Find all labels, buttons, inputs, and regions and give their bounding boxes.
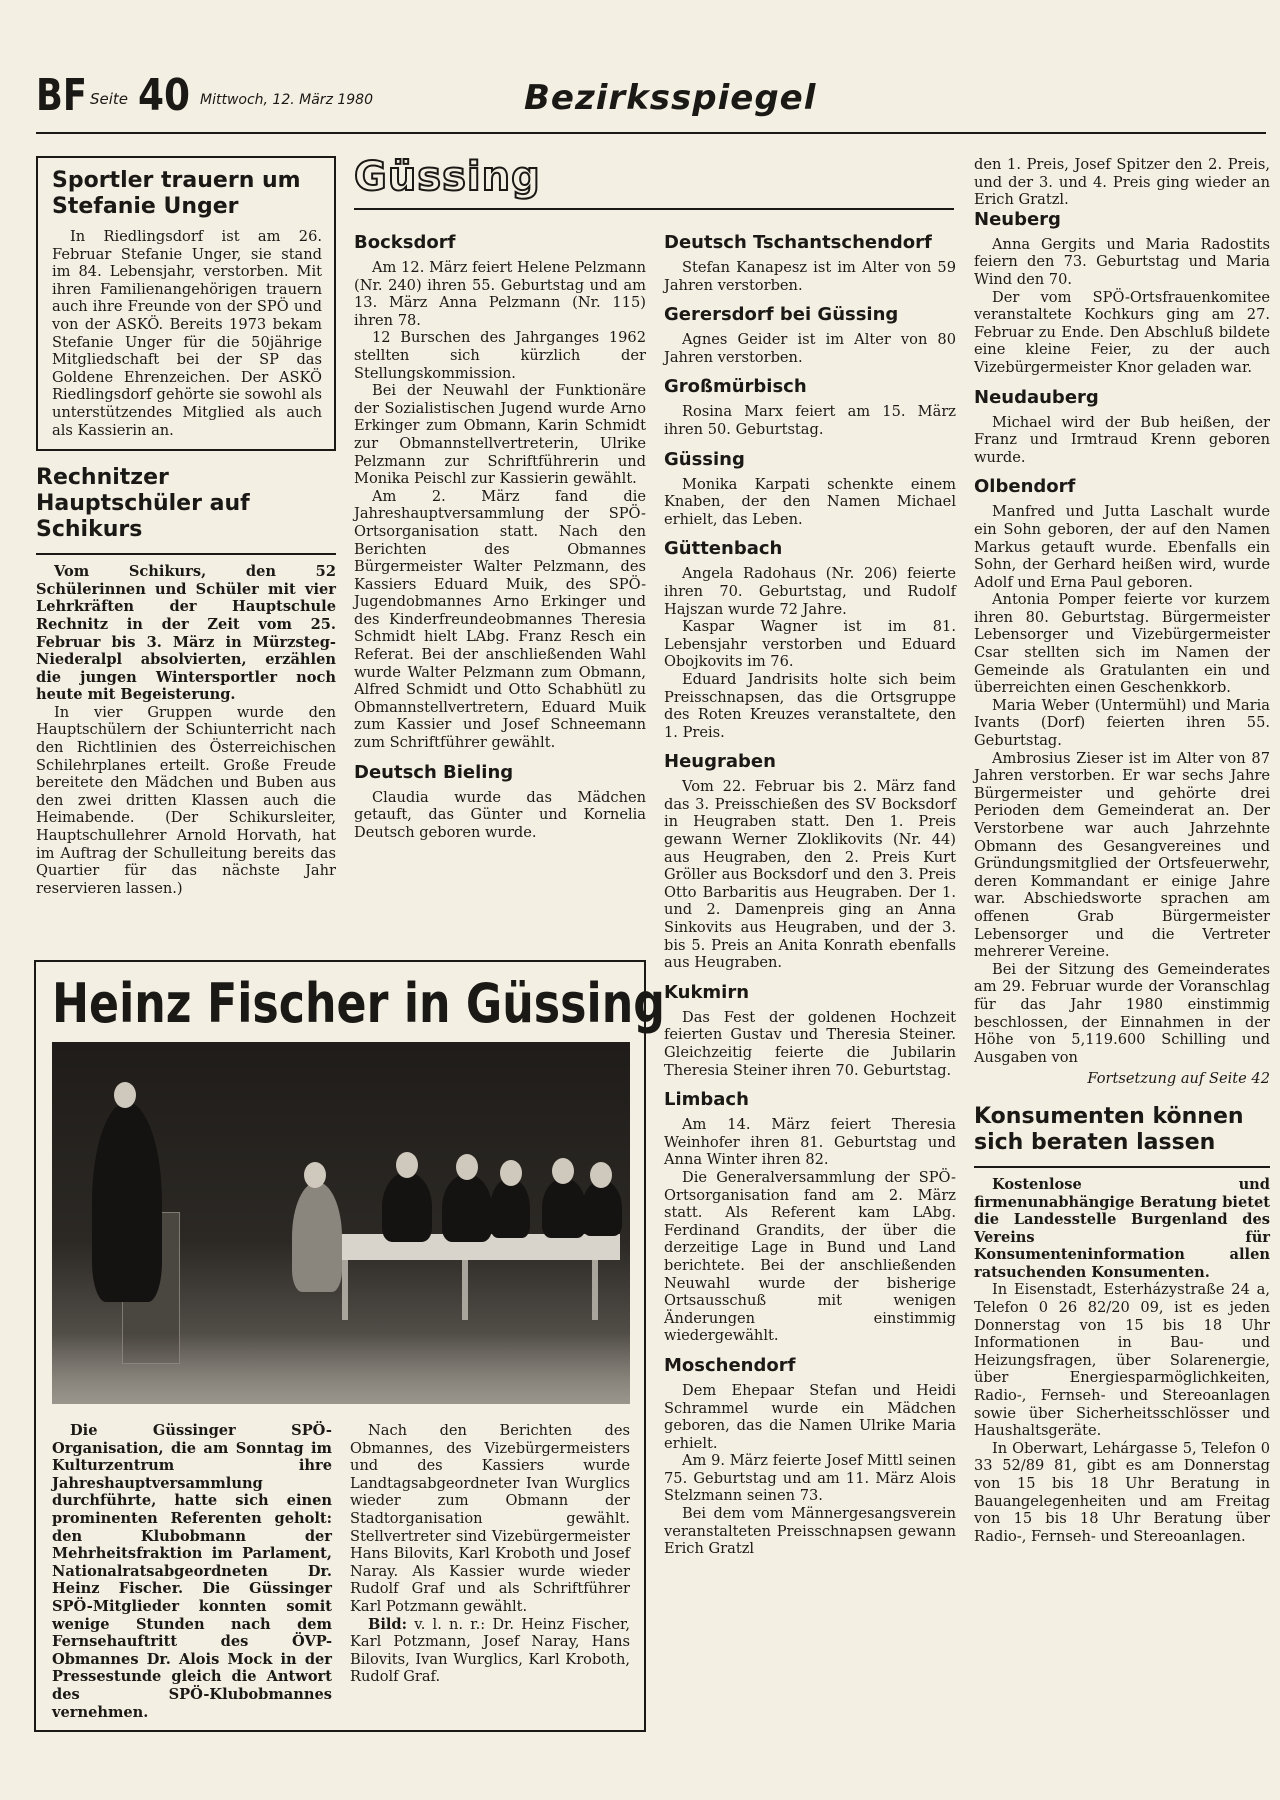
news-paragraph: Rosina Marx feiert am 15. März ihren 50. Geburtstag. [664, 403, 956, 438]
village-heading: Güssing [664, 448, 745, 470]
consumer-oberwart: In Oberwart, Lehárgasse 5, Telefon 0 33 52/89 81, gibt es am Donnerstag von 15 bis 18 Uhr Beratung in Bauangelegenheiten und am Freitag von 15 bis 18 Uhr Beratung über Radio-, Fernseh- und Stereoanlagen. [974, 1439, 1270, 1545]
audience [52, 1334, 630, 1404]
village-heading: Gerersdorf bei Güssing [664, 304, 899, 326]
masthead-title: Güssing [354, 154, 541, 200]
news-paragraph: Am 14. März feiert Theresia Weinhofer ihren 81. Geburtstag und Anna Winter ihren 82. [664, 1116, 956, 1169]
news-paragraph: Dem Ehepaar Stefan und Heidi Schrammel wurde ein Mädchen geboren, das die Namen Ulrike Maria erhielt. [664, 1381, 956, 1452]
village-heading: Kukmirn [664, 981, 750, 1003]
continuation-note: Fortsetzung auf Seite 42 [1087, 1070, 1270, 1088]
photo-caption: v. l. n. r.: Dr. Heinz Fischer, Karl Potzmann, Josef Naray, Hans Bilovits, Ivan Wurglics, Karl Kroboth, Rudolf Graf. [350, 1615, 631, 1686]
news-paragraph: 12 Burschen des Jahrganges 1962 stellten sich kürzlich der Stellungskommission. [354, 329, 646, 382]
feature-body: Nach den Berichten des Obmannes, des Vizebürgermeisters und des Kassiers wurde Landtagsabgeordneter Ivan Wurglics wieder zum Obmann der Stadtorganisation gewählt. Stellvertreter sind Vizebürgermeister Hans Bilovits, Karl Kroboth und Josef Naray. Als Kassier wurde wieder Rudolf Graf und als Schriftführer Karl Potzmann gewählt. [350, 1422, 630, 1615]
news-paragraph: Vom 22. Februar bis 2. März fand das 3. Preisschießen des SV Bocksdorf in Heugraben statt. Den 1. Preis gewann Werner Zloklikovits (Nr. 44) aus Heugraben, den 2. Preis Kurt Gröller aus Bocksdorf und den 3. Preis Otto Barbaritis aus Heugraben. Der 1. und 2. Damenpreis ging an Anna Sinkovits aus Heugraben, und der 3. bis 5. Preis an Anita Konrath ebenfalls aus Heugraben. [664, 778, 956, 972]
section-title: Bezirksspiegel [524, 78, 817, 118]
column-2 [354, 232, 646, 841]
feature-lead-column [52, 1422, 332, 1721]
news-paragraph: Bei der Sitzung des Gemeinderates am 29. Februar wurde der Voranschlag für das Jahr 1980 einstimmig beschlossen, der Einnahmen in der Höhe von 5,119.600 Schilling und Ausgaben von [974, 960, 1270, 1066]
feature-box [34, 960, 665, 1732]
news-paragraph: Maria Weber (Untermühl) und Maria Ivants (Dorf) feierten ihren 55. Geburtstag. [974, 696, 1270, 750]
issue-date: Mittwoch, 12. März 1980 [200, 92, 373, 108]
news-paragraph: Ambrosius Zieser ist im Alter von 87 Jahren verstorben. Er war sechs Jahre Bürgermeister und gehörte drei Perioden dem Gemeinderat an. Der Verstorbene war auch Jahrzehnte Obmann des Gesangvereines und Gründungsmitglied der Ortsfeuerwehr, deren Kommandant er einige Jahre war. Abschiedsworte sprachen am offenen Grab Bürgermeister Lebensorger und die Vertreter mehrerer Vereine. [974, 749, 1270, 961]
village-heading: Deutsch Bieling [354, 761, 514, 783]
column-4-articles [974, 209, 1270, 1067]
village-heading: Neuberg [974, 208, 1061, 230]
schikurs-headline: Rechnitzer Hauptschüler auf Schikurs [36, 465, 250, 543]
consumer-lead: Kostenlose und firmenunabhängige Beratung bietet die Landesstelle Burgenland des Vereins für Konsumenteninformation allen ratsuchenden Konsumenten. [974, 1175, 1270, 1281]
news-paragraph: Anna Gergits und Maria Radostits feiern den 73. Geburtstag und Maria Wind den 70. [974, 235, 1270, 288]
news-paragraph: Die Generalversammlung der SPÖ-Ortsorganisation fand am 2. März statt. Als Referent kam LAbg. Ferdinand Grandits, der über die derzeitige Lage in Bund und Land berichtete. Bei der anschließenden Neuwahl wurde der bisherige Ortsausschuß mit wenigen Änderungen einstimmig wiedergewählt. [664, 1168, 956, 1345]
feature-headline: Heinz Fischer in Güssing [52, 972, 665, 1035]
news-paragraph: Michael wird der Bub heißen, der Franz und Irmtraud Krenn geboren wurde. [974, 413, 1270, 466]
news-paragraph: Kaspar Wagner ist im 81. Lebensjahr verstorben und Eduard Obojkovits im 76. [664, 618, 956, 671]
event-photo [52, 1042, 630, 1404]
village-heading: Heugraben [664, 751, 776, 773]
village-heading: Neudauberg [974, 386, 1099, 408]
feature-lead: Die Güssinger SPÖ-Organisation, die am Sonntag im Kulturzentrum ihre Jahreshauptversammlung durchführte, hatte sich einen prominenten Referenten geholt: den Klubobmann der Mehrheitsfraktion im Parlament, Nationalratsabgeordneten Dr. Heinz Fischer. Die Güssinger SPÖ-Mitglieder konnten somit wenige Stunden nach dem Fernsehauftritt des ÖVP-Obmannes Dr. Alois Mock in der Pressestunde gleich die Antwort des SPÖ-Klubobmannes vernehmen. [52, 1422, 332, 1721]
brand-logo: BF [36, 70, 87, 121]
village-heading: Limbach [664, 1089, 749, 1111]
news-paragraph: Agnes Geider ist im Alter von 80 Jahren verstorben. [664, 331, 956, 366]
news-paragraph: Manfred und Jutta Laschalt wurde ein Sohn geboren, der auf den Namen Markus getauft wurde. Ebenfalls ein Sohn, der Gerhard heißen wird, wurde Adolf und Erna Paul geboren. [974, 503, 1270, 591]
guessing-masthead [354, 152, 954, 210]
news-paragraph: Am 2. März fand die Jahreshauptversammlung der SPÖ-Ortsorganisation statt. Nach den Berichten des Obmannes Bürgermeister Walter Pelzmann, des Kassiers Eduard Muik, des SPÖ-Jugendobmannes Arno Erkinger und des Kinderfreundeobmannes Theresia Schmidt hielt LAbg. Franz Resch ein Referat. Bei der anschließenden Wahl wurde Walter Pelzmann zum Obmann, Alfred Schmidt und Otto Schabhütl zu Obmannstellvertretern, Eduard Muik zum Kassier und Josef Schneemann zum Schriftführer gewählt. [354, 487, 646, 752]
obituary-text: In Riedlingsdorf ist am 26. Februar Stefanie Unger, sie stand im 84. Lebensjahr, verstorben. Mit ihren Familienangehörigen trauern auch ihre Freunde von der SPÖ und von der ASKÖ. Bereits 1973 bekam Stefanie Unger für die 50jährige Mitgliedschaft bei der SP das Goldene Ehrenzeichen. Der ASKÖ Riedlingsdorf gehörte sie sowohl als unterstützendes Mitglied als auch als Kassierin an. [52, 228, 322, 439]
village-heading: Moschendorf [664, 1354, 796, 1376]
news-paragraph: Angela Radohaus (Nr. 206) feierte ihren 70. Geburtstag, und Rudolf Hajszan wurde 72 Jahre. [664, 565, 956, 618]
feature-body-column [350, 1422, 630, 1686]
village-heading: Bocksdorf [354, 232, 456, 253]
speaker-figure [92, 1102, 162, 1302]
column-4 [974, 156, 1270, 1545]
column-3 [664, 232, 956, 1558]
obituary-box [36, 156, 336, 451]
col4-lead: den 1. Preis, Josef Spitzer den 2. Preis, und der 3. und 4. Preis ging wieder an Erich Gratzl. [974, 156, 1270, 209]
consumer-eisenstadt: In Eisenstadt, Esterházystraße 24 a, Telefon 0 26 82/20 09, ist es jeden Donnerstag von 15 bis 18 Uhr Informationen in Bau- und Heizungsfragen, über Solarenergie, über Energiesparmöglichkeiten, Radio-, Fernseh- und Stereoanlagen sowie über Sicherheitsschlösser und Haushaltsgeräte. [974, 1281, 1270, 1440]
news-paragraph: Am 12. März feiert Helene Pelzmann (Nr. 240) ihren 55. Geburtstag und am 13. März Anna Pelzmann (Nr. 115) ihren 78. [354, 259, 646, 329]
news-paragraph: Das Fest der goldenen Hochzeit feierten Gustav und Theresia Steiner. Gleichzeitig feierte die Jubilarin Theresia Steiner ihren 70. Geburtstag. [664, 1008, 956, 1079]
news-paragraph: Antonia Pomper feierte vor kurzem ihren 80. Geburtstag. Bürgermeister Lebensorger und Vizebürgermeister Csar stellten sich im Namen der Gemeinde als Gratulanten ein und überreichten einen Geschenkkorb. [974, 591, 1270, 697]
obituary-headline: Sportler trauern um Stefanie Unger [52, 168, 301, 219]
caption-label: Bild: [368, 1615, 408, 1633]
news-paragraph: Bei dem vom Männergesangsverein veranstalteten Preisschnapsen gewann Erich Gratzl [664, 1505, 956, 1558]
news-paragraph: Eduard Jandrisits holte sich beim Preisschnapsen, das die Ortsgruppe des Roten Kreuzes veranstaltete, den 1. Preis. [664, 670, 956, 741]
divider [974, 1166, 1270, 1168]
news-paragraph: Der vom SPÖ-Ortsfrauenkomitee veranstaltete Kochkurs ging am 27. Februar zu Ende. Den Abschluß bildete eine kleine Feier, zu der auch Vizebürgermeister Knor geladen war. [974, 288, 1270, 376]
news-paragraph: Claudia wurde das Mädchen getauft, das Günter und Kornelia Deutsch geboren wurde. [354, 788, 646, 841]
schikurs-text: In vier Gruppen wurde den Hauptschülern der Schiunterricht nach den Richtlinien des Österreichischen Schilehrplanes erteilt. Große Freude bereitete den Mädchen und Buben aus den zwei dritten Klassen auch die Heimabende. (Der Schikursleiter, Hauptschullehrer Arnold Horvath, hat im Auftrag der Schulleitung bereits das Quartier für das nächste Jahr reservieren lassen.) [36, 703, 336, 897]
news-paragraph: Monika Karpati schenkte einem Knaben, der den Namen Michael erhielt, das Leben. [664, 475, 956, 528]
divider [36, 553, 336, 555]
schikurs-lead: Vom Schikurs, den 52 Schülerinnen und Schüler mit vier Lehrkräften der Hauptschule Rechnitz in der Zeit vom 25. Februar bis 3. März in Mürzsteg-Niederalpl absolvierten, erzählen die jungen Wintersportler noch heute mit Begeisterung. [36, 563, 336, 704]
village-heading: Olbendorf [974, 476, 1076, 498]
page-label: Seite [90, 90, 129, 108]
village-heading: Deutsch Tschantschendorf [664, 232, 932, 253]
consumer-headline: Konsumenten können sich beraten lassen [974, 1103, 1244, 1155]
news-paragraph: Am 9. März feierte Josef Mittl seinen 75. Geburtstag und am 11. März Alois Stelzmann seinen 73. [664, 1452, 956, 1505]
news-paragraph: Bei der Neuwahl der Funktionäre der Sozialistischen Jugend wurde Arno Erkinger zum Obmann, Karin Schmidt zur Obmannstellvertreterin, Ulrike Pelzmann zur Schriftführerin und Monika Peischl zur Kassierin gewählt. [354, 382, 646, 488]
news-paragraph: Stefan Kanapesz ist im Alter von 59 Jahren verstorben. [664, 259, 956, 294]
page-number: 40 [138, 70, 191, 121]
page-header [36, 72, 1266, 134]
village-heading: Großmürbisch [664, 376, 807, 398]
left-column [36, 156, 336, 897]
village-heading: Güttenbach [664, 538, 783, 560]
